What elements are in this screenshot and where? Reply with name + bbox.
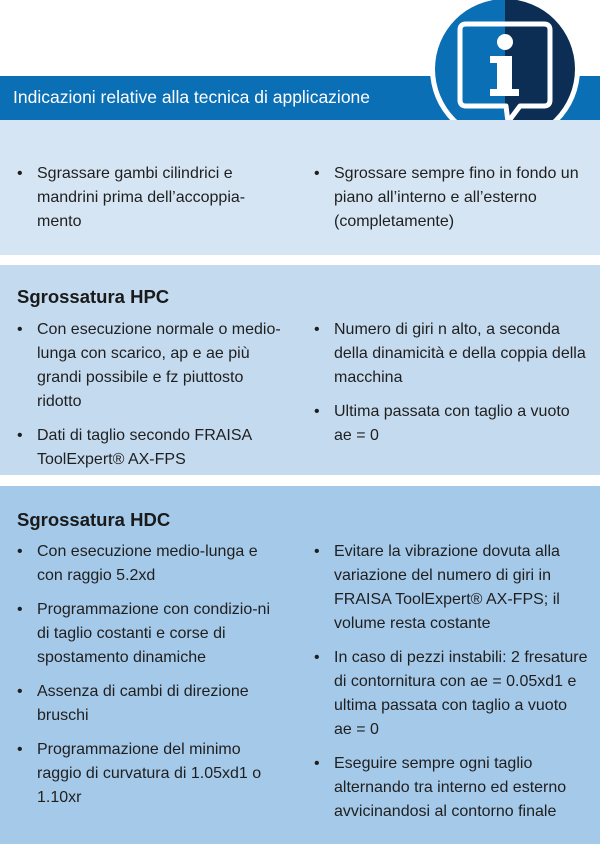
section-hpc-title: Sgrossatura HPC bbox=[17, 286, 170, 307]
section-hdc-right-list bbox=[313, 540, 588, 834]
section-hpc-right-list bbox=[313, 318, 588, 458]
section-hdc-left-list bbox=[16, 540, 282, 820]
list-item: • Programmazione con condizio-ni di taglio costanti e corse di spostamento dinamiche bbox=[16, 598, 282, 670]
section-hdc-title: Sgrossatura HDC bbox=[17, 509, 171, 530]
page-title: Indicazioni relative alla tecnica di applicazione bbox=[13, 87, 371, 107]
section-general bbox=[0, 120, 600, 255]
list-item: • Numero di giri n alto, a seconda della dinamicità e della coppia della macchina bbox=[313, 318, 588, 390]
list-item: • In caso di pezzi instabili: 2 fresature di contornitura con ae = 0.05xd1 e ultima passata con taglio a vuoto ae = 0 bbox=[313, 646, 588, 742]
list-item: • Ultima passata con taglio a vuoto ae = 0 bbox=[313, 400, 588, 448]
list-item: • Assenza di cambi di direzione bruschi bbox=[16, 680, 282, 728]
list-item: • Sgrossare sempre fino in fondo un piano all’interno e all’esterno (completamente) bbox=[313, 162, 588, 234]
list-item: • Eseguire sempre ogni taglio alternando tra interno ed esterno avvicinandosi al contorno finale bbox=[313, 752, 588, 824]
list-item: • Con esecuzione medio-lunga e con raggio 5.2xd bbox=[16, 540, 282, 588]
list-item: • Programmazione del minimo raggio di curvatura di 1.05xd1 o 1.10xr bbox=[16, 738, 282, 810]
section-general-right-list bbox=[313, 162, 588, 244]
list-item: • Dati di taglio secondo FRAISA ToolExpert® AX-FPS bbox=[16, 424, 282, 472]
list-item: • Evitare la vibrazione dovuta alla variazione del numero di giri in FRAISA ToolExpert® AX-FPS; il volume resta costante bbox=[313, 540, 588, 636]
section-hdc bbox=[0, 486, 600, 844]
section-general-left-list bbox=[16, 162, 282, 244]
section-hpc-left-list bbox=[16, 318, 282, 482]
list-item: • Con esecuzione normale o medio-lunga con scarico, ap e ae più grandi possibile e fz piuttosto ridotto bbox=[16, 318, 282, 414]
list-item: • Sgrassare gambi cilindrici e mandrini prima dell’accoppia-mento bbox=[16, 162, 282, 234]
section-hpc bbox=[0, 265, 600, 475]
